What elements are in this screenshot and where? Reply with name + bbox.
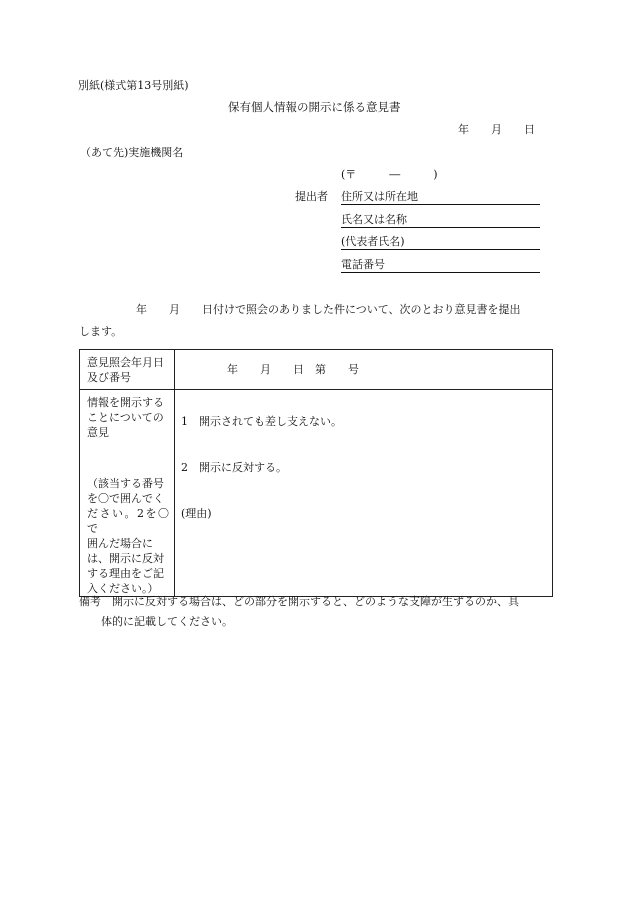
inquiry-value-cell[interactable] <box>175 350 553 390</box>
submitter-label: 提出者 <box>295 190 328 203</box>
inquiry-date-number: 年 月 日 第 号 <box>227 363 359 376</box>
opinion-table <box>79 349 553 597</box>
note-line: 入ください。） <box>87 582 159 595</box>
instruction-note <box>80 476 174 596</box>
representative-label: (代表者氏名) <box>341 235 405 248</box>
table-row <box>80 390 553 597</box>
inquiry-label-line: 意見照会年月日 <box>87 356 164 369</box>
opinion-value-cell[interactable] <box>175 390 553 597</box>
option-2-objection[interactable]: 2 開示に反対する。 <box>181 461 287 474</box>
option-1-no-objection[interactable]: 1 開示されても差し支えない。 <box>181 415 342 428</box>
remarks-line-2: 体的に記載してください。 <box>101 615 233 628</box>
document-title: 保有個人情報の開示に係る意見書 <box>228 100 401 114</box>
form-reference: 別紙(様式第13号別紙) <box>78 79 189 92</box>
opinion-label-line: 情報を開示する <box>87 396 164 409</box>
note-line: を〇で囲んでく <box>87 492 164 505</box>
inquiry-label-cell <box>80 350 175 390</box>
inquiry-label-line: 及び番号 <box>87 371 131 384</box>
note-line: ださい。2を〇で <box>87 507 169 535</box>
table-row <box>80 350 553 390</box>
postal-code-line: (〒 ― ) <box>341 168 438 181</box>
opinion-label-line: ことについての <box>87 411 164 424</box>
representative-field[interactable] <box>341 237 540 250</box>
address-field[interactable] <box>341 192 540 205</box>
phone-field[interactable] <box>341 260 540 273</box>
note-line: する理由をご記 <box>87 567 164 580</box>
reason-label: (理由) <box>181 507 212 520</box>
opinion-label-cell <box>80 390 175 597</box>
body-text-line-1: 年 月 日付けで照会のありました件について、次のとおり意見書を提出 <box>136 303 521 316</box>
note-line: （該当する番号 <box>87 477 164 490</box>
date-line: 年 月 日 <box>458 123 535 136</box>
remarks-line-1: 備考 開示に反対する場合は、どの部分を開示すると、どのような支障が生ずるのか、具 <box>79 595 519 608</box>
name-field[interactable] <box>341 215 540 228</box>
phone-label: 電話番号 <box>341 258 385 271</box>
address-label: 住所又は所在地 <box>341 190 418 203</box>
addressee-line: （あて先)実施機関名 <box>80 146 184 159</box>
note-line: 囲んだ場合に <box>87 537 153 550</box>
opinion-label-line: 意見 <box>87 426 109 439</box>
name-label: 氏名又は名称 <box>341 213 407 226</box>
body-text-line-2: します。 <box>79 325 123 338</box>
note-line: は、開示に反対 <box>87 552 164 565</box>
